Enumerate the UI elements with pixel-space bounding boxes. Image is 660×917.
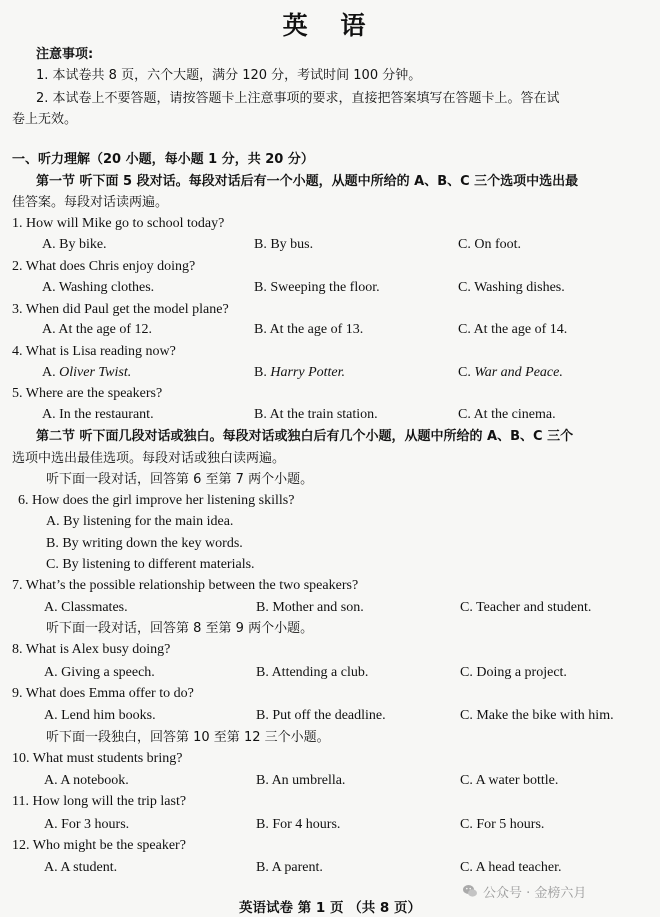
q3-option-c: C. At the age of 14.	[458, 322, 568, 337]
q4-option-c-title: War and Peace.	[474, 365, 563, 380]
instruction-q6-q7: 听下面一段对话，回答第 6 至第 7 两个小题。	[46, 472, 314, 487]
q12-option-a: A. A student.	[44, 860, 118, 875]
q4-option-c	[458, 364, 563, 382]
q11-option-c: C. For 5 hours.	[460, 817, 545, 832]
question-9: 9. What does Emma offer to do?	[12, 686, 194, 701]
q4-option-b	[254, 364, 345, 382]
q4-option-c-letter: C.	[458, 365, 475, 380]
q4-option-a-letter: A.	[42, 365, 60, 380]
q8-option-b: B. Attending a club.	[256, 665, 369, 680]
instruction-q8-q9: 听下面一段对话，回答第 8 至第 9 两个小题。	[46, 621, 314, 636]
question-6: 6. How does the girl improve her listening skills?	[18, 493, 295, 508]
q3-option-b: B. At the age of 13.	[254, 322, 364, 337]
q6-option-a: A. By listening for the main idea.	[46, 514, 234, 529]
q2-option-b: B. Sweeping the floor.	[254, 280, 380, 295]
part-1-instruction-line-1	[36, 173, 578, 191]
q7-option-b: B. Mother and son.	[256, 600, 364, 615]
part-2-instruction-text: 第二节 听下面几段对话或独白。每段对话或独白后有几个小题，从题中所给的 A、B、C 三个	[36, 429, 574, 444]
page-title: 英 语	[282, 11, 378, 40]
section-1-title: 一、听力理解（20 小题，每小题 1 分，共 20 分）	[12, 152, 314, 167]
question-2: 2. What does Chris enjoy doing?	[12, 259, 196, 274]
q4-option-a	[42, 364, 131, 382]
watermark-text: 公众号 · 金榜六月	[483, 885, 587, 901]
question-7: 7. What’s the possible relationship between the two speakers?	[12, 578, 359, 593]
q11-option-a: A. For 3 hours.	[44, 817, 130, 832]
q9-option-c: C. Make the bike with him.	[460, 708, 614, 723]
q9-option-b: B. Put off the deadline.	[256, 708, 386, 723]
q12-option-b: B. A parent.	[256, 860, 323, 875]
q9-option-a: A. Lend him books.	[44, 708, 156, 723]
q7-option-c: C. Teacher and student.	[460, 600, 592, 615]
question-3: 3. When did Paul get the model plane?	[12, 302, 229, 317]
part-2-instruction-line-1	[36, 428, 573, 446]
question-12: 12. Who might be the speaker?	[12, 838, 186, 853]
question-5: 5. Where are the speakers?	[12, 386, 163, 401]
q5-option-b: B. At the train station.	[254, 407, 378, 422]
q12-option-c: C. A head teacher.	[460, 860, 562, 875]
part-1-instruction-line-2: 佳答案。每段对话读两遍。	[12, 195, 169, 210]
q6-option-b: B. By writing down the key words.	[46, 536, 243, 551]
q10-option-c: C. A water bottle.	[460, 773, 559, 788]
notice-heading: 注意事项:	[36, 47, 94, 62]
q4-option-b-letter: B.	[254, 365, 271, 380]
question-11: 11. How long will the trip last?	[12, 794, 187, 809]
q1-option-a: A. By bike.	[42, 237, 107, 252]
q2-option-c: C. Washing dishes.	[458, 280, 565, 295]
q10-option-a: A. A notebook.	[44, 773, 129, 788]
q4-option-a-title: Oliver Twist.	[59, 365, 132, 380]
notice-item-2-line-1: 2. 本试卷上不要答题，请按答题卡上注意事项的要求，直接把答案填写在答题卡上。答在试	[36, 91, 560, 106]
q5-option-a: A. In the restaurant.	[42, 407, 154, 422]
question-8: 8. What is Alex busy doing?	[12, 642, 171, 657]
q7-option-a: A. Classmates.	[44, 600, 128, 615]
question-1: 1. How will Mike go to school today?	[12, 216, 225, 231]
question-4: 4. What is Lisa reading now?	[12, 344, 176, 359]
page-footer: 英语试卷 第 1 页 （共 8 页）	[239, 900, 421, 916]
q5-option-c: C. At the cinema.	[458, 407, 556, 422]
q6-option-c: C. By listening to different materials.	[46, 557, 255, 572]
q2-option-a: A. Washing clothes.	[42, 280, 155, 295]
part-1-instruction-text: 第一节 听下面 5 段对话。每段对话后有一个小题，从题中所给的 A、B、C 三个选项中选出最	[36, 174, 579, 189]
q1-option-b: B. By bus.	[254, 237, 314, 252]
q3-option-a: A. At the age of 12.	[42, 322, 153, 337]
instruction-q10-q12: 听下面一段独白，回答第 10 至第 12 三个小题。	[46, 730, 330, 745]
question-10: 10. What must students bring?	[12, 751, 183, 766]
q8-option-a: A. Giving a speech.	[44, 665, 155, 680]
notice-item-1: 1. 本试卷共 8 页，六个大题，满分 120 分，考试时间 100 分钟。	[36, 68, 422, 83]
q11-option-b: B. For 4 hours.	[256, 817, 341, 832]
part-2-instruction-line-2: 选项中选出最佳选项。每段对话或独白读两遍。	[12, 451, 286, 466]
q10-option-b: B. An umbrella.	[256, 773, 346, 788]
notice-item-2-line-2: 卷上无效。	[12, 112, 78, 127]
q1-option-c: C. On foot.	[458, 237, 521, 252]
q8-option-c: C. Doing a project.	[460, 665, 567, 680]
q4-option-b-title: Harry Potter.	[270, 365, 346, 380]
